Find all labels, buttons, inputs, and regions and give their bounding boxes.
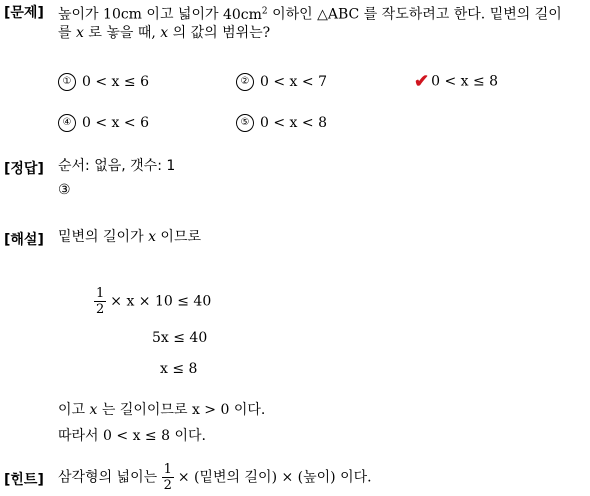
solution-label: [해설] — [4, 232, 44, 248]
solution-line-1: 밑변의 길이가 x 이므로 — [58, 229, 201, 245]
choice-1[interactable]: ① 0 < x ≤ 6 — [58, 73, 149, 91]
problem-text: 를 작도하려고 한다. 밑변의 길이 — [363, 6, 562, 23]
solution-line-2: 이고 x 는 길이이므로 x > 0 이다. — [58, 402, 266, 418]
variable: x — [148, 229, 156, 245]
problem-text: 높이가 — [58, 6, 99, 23]
height-value: 10cm — [103, 6, 142, 23]
problem-line-2 — [58, 22, 270, 44]
choice-marker: ⑤ — [236, 114, 254, 132]
problem-text: 이고 넓이가 — [146, 6, 219, 23]
checkmark-icon: ✔ — [414, 71, 430, 92]
area-value: $40cm^2$ — [222, 6, 268, 23]
solution-line-3: 따라서 0 < x ≤ 8 이다. — [58, 428, 206, 444]
choice-marker: ④ — [58, 114, 76, 132]
problem-label: [문제] — [4, 5, 44, 21]
triangle-name: △ABC — [317, 6, 360, 23]
choice-4[interactable]: ④ 0 < x < 6 — [58, 114, 149, 132]
variable: x — [89, 402, 98, 418]
choice-3[interactable]: ✔ 0 < x ≤ 8 — [414, 71, 499, 92]
choice-2[interactable]: ② 0 < x < 7 — [236, 73, 327, 91]
fraction: $\frac{1}{2}$ — [163, 462, 172, 493]
equation-2: 5x ≤ 40 — [152, 330, 208, 346]
choice-marker: ① — [58, 73, 76, 91]
fraction: $\frac{1}{2}$ — [96, 286, 105, 317]
choice-5[interactable]: ⑤ 0 < x < 8 — [236, 114, 327, 132]
variable: x — [75, 25, 84, 41]
problem-text: 로 놓을 때, — [88, 25, 156, 41]
choice-marker: ② — [236, 73, 254, 91]
problem-text: 의 값의 범위는? — [172, 25, 271, 41]
hint-line: 삼각형의 넓이는 $\frac{1}{2}$ × (밑변의 길이) × (높이) 이다. — [58, 462, 372, 493]
problem-text: 를 — [58, 25, 72, 41]
problem-text: 이하인 — [272, 6, 313, 23]
hint-label: [힌트] — [4, 472, 44, 488]
equation-1: $\frac{1}{2}$ × x × 10 ≤ 40 — [96, 286, 212, 317]
answer-line-1: 순서: 없음, 갯수: 1 — [58, 158, 176, 174]
equation-3: x ≤ 8 — [160, 361, 198, 377]
variable: x — [160, 25, 169, 41]
answer-line-2: ③ — [58, 182, 71, 198]
answer-label: [정답] — [4, 161, 44, 177]
